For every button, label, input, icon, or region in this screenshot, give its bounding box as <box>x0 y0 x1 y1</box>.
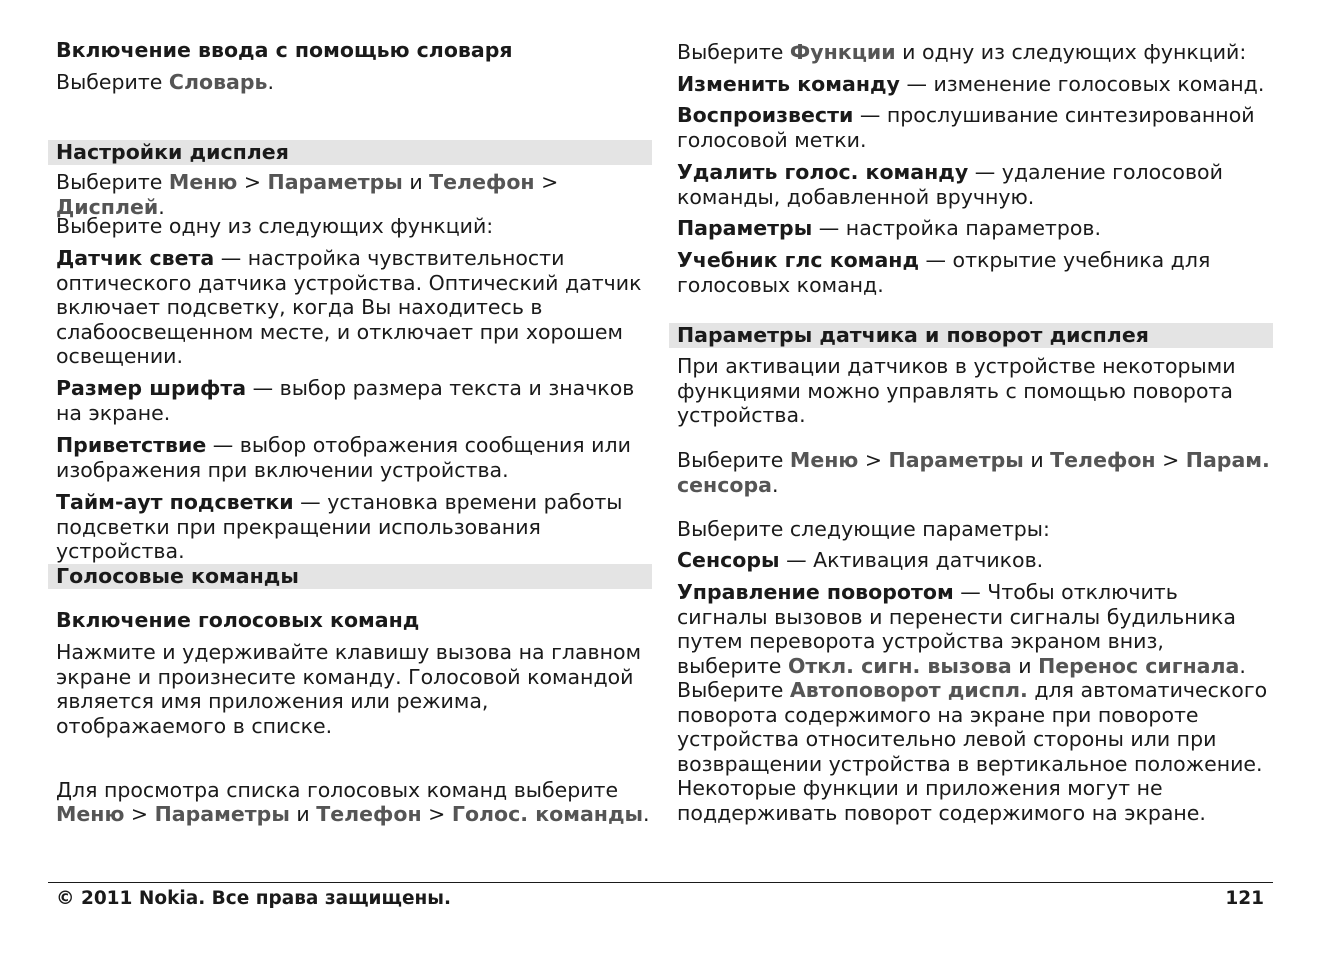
menu-path-item: Параметры <box>154 802 290 826</box>
display-intro: Выберите одну из следующих функций: <box>56 214 494 238</box>
menu-path-item: Параметры <box>888 448 1024 472</box>
footer-copyright: © 2011 Nokia. Все права защищены. <box>56 888 452 909</box>
voice-list-path: Меню > Параметры и Телефон > Голос. команды. <box>56 802 650 826</box>
option-edit-command: Изменить команду — изменение голосовых команд. <box>677 72 1265 96</box>
dict-select: Выберите Словарь. <box>56 70 275 94</box>
menu-path-item: Меню <box>789 448 859 472</box>
option-parameters: Параметры — настройка параметров. <box>677 216 1102 240</box>
option-light-sensor: Датчик света — настройка чувствительности оптического датчика устройства. Оптический датчик включает подсветку, когда Вы находитесь в слабоосвещенном месте, и отключает при хорошем освещении. <box>56 246 642 368</box>
menu-path-item: Словарь <box>168 70 268 94</box>
option-sensors: Сенсоры — Активация датчиков. <box>677 548 1044 572</box>
dict-heading: Включение ввода с помощью словаря <box>56 38 513 62</box>
option-tutorial: Учебник глс команд — открытие учебника для голосовых команд. <box>677 248 1211 297</box>
option-backlight-timeout: Тайм-аут подсветки — установка времени работы подсветки при прекращении использования устройства. <box>56 490 623 563</box>
menu-path-item: Телефон <box>1050 448 1156 472</box>
option-greeting: Приветствие — выбор отображения сообщения или изображения при включении устройства. <box>56 433 631 482</box>
menu-path-item: Автоповорот диспл. <box>789 678 1028 702</box>
footer-divider <box>48 882 1273 883</box>
menu-path-item: Парам. сенсора <box>677 448 1270 497</box>
display-path: Выберите Меню > Параметры и Телефон > Дисплей. <box>56 170 559 219</box>
menu-path-item: Телефон <box>316 802 422 826</box>
menu-path-item: Телефон <box>429 170 535 194</box>
option-playback: Воспроизвести — прослушивание синтезированной голосовой метки. <box>677 103 1255 152</box>
option-rotation-control: Управление поворотом — Чтобы отключить сигналы вызовов и перенести сигналы будильника путем переворота устройства экраном вниз, выберите Откл. сигн. вызова и Перенос сигнала. Выберите Автоповорот диспл. для автоматического поворота содержимого на экране при повороте устройства относительно левой стороны или при возвращении устройства в вертикальное положение. Некоторые функции и приложения могут не поддерживать поворот содержимого на экране. <box>677 580 1268 825</box>
section-heading-sensor: Параметры датчика и поворот дисплея <box>669 323 1273 348</box>
menu-path-item: Меню <box>56 802 125 826</box>
voice-subheading: Включение голосовых команд <box>56 608 420 632</box>
menu-path-item: Функции <box>789 40 896 64</box>
menu-path-item: Параметры <box>267 170 403 194</box>
voice-list-intro: Для просмотра списка голосовых команд выберите <box>56 778 619 802</box>
menu-path-item: Голос. команды <box>451 802 644 826</box>
option-font-size: Размер шрифта — выбор размера текста и значков на экране. <box>56 376 635 425</box>
sensor-paragraph: При активации датчиков в устройстве некоторыми функциями можно управлять с помощью поворота устройства. <box>677 354 1236 427</box>
voice-paragraph: Нажмите и удерживайте клавишу вызова на главном экране и произнесите команду. Голосовой командой является имя приложения или режима, отображаемого в списке. <box>56 640 642 738</box>
menu-path-item: Откл. сигн. вызова <box>787 653 1012 678</box>
sensor-path: Выберите Меню > Параметры и Телефон > Парам. сенсора. <box>677 448 1270 497</box>
func-intro: Выберите Функции и одну из следующих функций: <box>677 40 1247 64</box>
section-heading-display: Настройки дисплея <box>48 140 652 165</box>
section-heading-voice: Голосовые команды <box>48 564 652 589</box>
sensor-intro: Выберите следующие параметры: <box>677 517 1050 541</box>
menu-path-item: Дисплей <box>56 194 159 219</box>
menu-path-item: Меню <box>168 170 238 194</box>
option-delete-command: Удалить голос. команду — удаление голосовой команды, добавленной вручную. <box>677 160 1223 209</box>
menu-path-item: Перенос сигнала <box>1038 653 1240 678</box>
page-number: 121 <box>1225 888 1264 909</box>
